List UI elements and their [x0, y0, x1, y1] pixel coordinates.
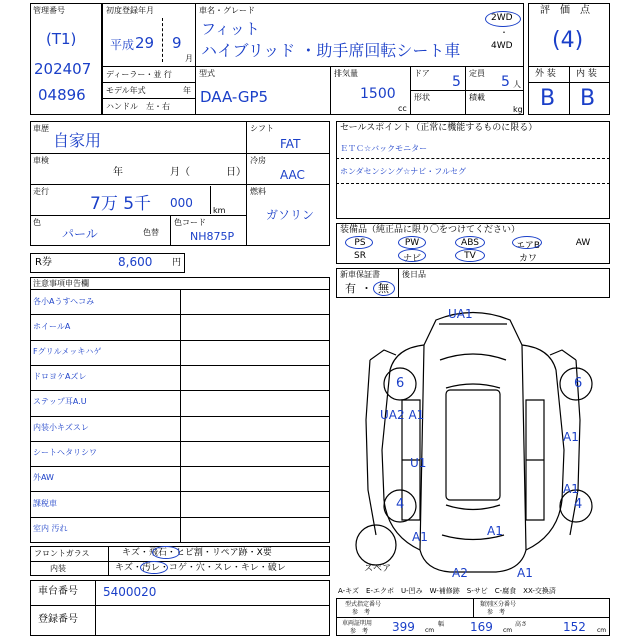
handle-label: ハンドル 左・右	[106, 102, 170, 111]
kiroku-label: 後日品	[402, 270, 426, 279]
kensa-year: 年	[113, 167, 123, 178]
naiso-row-text: キズ・汚レ・コゲ・穴・スレ・キレ・破レ	[115, 563, 286, 573]
soko-sub: 000	[170, 196, 193, 210]
note-item: ドロヨケAズレ	[33, 372, 87, 381]
gaiso-label: 外 装	[535, 69, 556, 79]
dmg-ua1: UA1	[448, 307, 473, 321]
dmg-a2: A2	[452, 566, 468, 580]
shamei-line1: フィット	[201, 20, 260, 38]
iro-code-label: 色コード	[174, 218, 206, 227]
hosho-sep: ・	[361, 282, 372, 295]
model-year-unit: 年	[183, 86, 191, 95]
hyoka-label: 評 価 点	[540, 5, 590, 16]
note-item: 課税車	[33, 499, 57, 508]
glass-text: キズ・飛石・ヒビ割・リペア跡・X要	[122, 548, 272, 558]
kanri-line1: (T1)	[46, 30, 77, 48]
dmg-left-wheel-front: 6	[396, 376, 405, 391]
legend: A-キズ E-エクボ U-凹み W-補修跡 S-サビ C-腐食 XX-交換済	[338, 587, 556, 595]
haiki-label: 排気量	[334, 69, 358, 78]
sekisai-unit: kg	[513, 105, 523, 114]
dmg-a1-c: A1	[487, 524, 503, 538]
kensa-month: 月（	[170, 167, 190, 178]
hosho-label: 新車保証書	[340, 270, 380, 279]
note-item: シートヘタリシワ	[33, 448, 97, 457]
iro-code: NH875P	[190, 230, 235, 243]
model-year-label: モデル年式	[106, 86, 146, 95]
spec-length-unit: cm	[425, 627, 435, 634]
rken-value: 8,600	[118, 255, 153, 269]
note-item: Fグリルメッキハゲ	[33, 347, 102, 356]
shamei-label: 車名・グレード	[199, 6, 255, 15]
dmg-right-a1: A1	[563, 430, 579, 444]
spec-width-unit: cm	[503, 627, 513, 634]
spec-width-label: 幅	[438, 621, 445, 628]
hosho-no[interactable]: 無	[378, 282, 389, 295]
spare-label: スペア	[364, 564, 392, 574]
shodo-year: 29	[135, 34, 155, 52]
spec-rui-label: 類別区分番号	[480, 601, 517, 608]
notes-label: 注意事項申告欄	[33, 279, 89, 288]
iro-label: 色	[33, 218, 41, 227]
door-value: 5	[452, 74, 461, 90]
kanri-line3: 04896	[38, 86, 86, 104]
spec-length: 399	[392, 620, 415, 634]
sales-line1: ＥＴＣ☆バックモニター	[340, 144, 428, 153]
naiso-row-label: 内装	[50, 564, 66, 573]
reibo-label: 冷房	[250, 156, 266, 165]
teiin-value: 5	[501, 74, 510, 90]
spec-height: 152	[563, 620, 586, 634]
kensa-label: 車検	[33, 156, 49, 165]
haiki-value: 1500	[360, 86, 396, 102]
naiso-grade: B	[580, 86, 596, 111]
teiin-unit: 人	[513, 80, 521, 89]
naiso-label: 内 装	[576, 69, 597, 79]
soubi-sr[interactable]: SR	[354, 251, 366, 261]
soubi-airbag[interactable]: エアB	[515, 241, 541, 251]
soubi-leather[interactable]: カワ	[518, 254, 537, 264]
dmg-a1-e: A1	[517, 566, 533, 580]
dmg-u1: U1	[410, 456, 427, 470]
soubi-abs[interactable]: ABS	[461, 238, 479, 248]
gaiso-grade: B	[540, 86, 556, 111]
haiki-unit: cc	[398, 104, 407, 113]
teiin-label: 定員	[469, 69, 485, 78]
soubi-navi[interactable]: ナビ	[402, 254, 421, 264]
sekisai-label: 積載	[469, 93, 485, 102]
soubi-pw[interactable]: PW	[404, 238, 420, 248]
nenryo-label: 燃料	[250, 187, 266, 196]
spec-width: 169	[470, 620, 493, 634]
sales-line2: ホンダセンシング☆ナビ・フルセグ	[340, 167, 466, 176]
dmg-ua2-a1: UA2 A1	[380, 408, 425, 422]
drive-2wd: 2WD	[491, 13, 513, 23]
katashiki-value: DAA-GP5	[200, 88, 269, 106]
kanri-label: 管理番号	[33, 6, 65, 15]
spec-kata-ref: 参 考	[352, 609, 371, 616]
glass-label: フロントガラス	[34, 549, 90, 558]
soubi-aw[interactable]: AW	[575, 238, 591, 248]
note-item: 内装小キズスレ	[33, 423, 89, 432]
keijo-label: 形状	[414, 93, 430, 102]
spec-height-unit: cm	[597, 627, 607, 634]
toroku-label: 登録番号	[38, 614, 78, 625]
dmg-left-wheel-rear: 4	[396, 497, 405, 512]
katashiki-label: 型式	[199, 69, 215, 78]
daiban-value: 5400020	[103, 585, 157, 599]
daiban-label: 車台番号	[38, 586, 78, 597]
soko-value: 7万 5千	[90, 194, 152, 214]
shodo-month: 9	[172, 34, 182, 52]
shift-label: シフト	[250, 124, 274, 133]
reibo-value: AAC	[280, 168, 305, 182]
shaken-label: 車歴	[33, 124, 49, 133]
spec-proof-label: 車両証明用	[342, 620, 373, 627]
drive-sep: ・	[500, 28, 508, 37]
note-item: 外AW	[33, 473, 54, 482]
soko-unit: km	[213, 206, 226, 215]
spec-kata-label: 型式指定番号	[345, 601, 382, 608]
kanri-line2: 202407	[34, 60, 92, 78]
soubi-label: 装備品（純正品に限り〇をつけてください）	[340, 225, 521, 235]
note-item: ホイールA	[33, 322, 71, 331]
drive-4wd: 4WD	[491, 41, 513, 51]
note-item: 室内 汚れ	[33, 524, 68, 533]
iro-value: パール	[62, 227, 98, 241]
irogae-label: 色替	[143, 228, 159, 237]
soubi-tv[interactable]: TV	[464, 251, 476, 261]
dmg-right-wheel-rear: 4	[574, 497, 583, 512]
spec-proof-ref: 参 考	[350, 628, 369, 635]
sales-label: セールスポイント（正常に機能するものに限る）	[340, 123, 538, 133]
soubi-ps[interactable]: PS	[354, 238, 366, 248]
note-item: 各小Aうすヘコみ	[33, 297, 95, 306]
hyoka-value: (4)	[552, 28, 584, 53]
shodo-era: 平成	[110, 38, 135, 52]
note-item: ステップ耳A.U	[33, 397, 87, 406]
shodo-month-unit: 月	[185, 54, 193, 63]
nenryo-value: ガソリン	[266, 208, 315, 222]
door-label: ドア	[414, 69, 430, 78]
dmg-a1-d: A1	[412, 530, 428, 544]
dmg-a1-b: A1	[563, 482, 579, 496]
shaken-value: 自家用	[53, 131, 102, 150]
kensa-day: 日）	[226, 167, 246, 178]
dealer-label: ディーラー・並 行	[106, 70, 172, 79]
shift-value: FAT	[280, 137, 301, 151]
spec-rui-ref: 参 考	[487, 609, 506, 616]
dmg-right-wheel-front: 6	[574, 376, 583, 391]
rken-box	[30, 253, 185, 273]
soko-label: 走行	[33, 187, 49, 196]
rken-label: R券	[35, 257, 52, 268]
hosho-yes[interactable]: 有	[345, 282, 356, 295]
spec-height-label: 高さ	[515, 621, 528, 628]
shamei-line2: ハイブリッド ・助手席回転シート車	[201, 41, 461, 60]
rken-unit: 円	[172, 258, 182, 268]
shodo-label: 初度登録年月	[106, 6, 154, 15]
